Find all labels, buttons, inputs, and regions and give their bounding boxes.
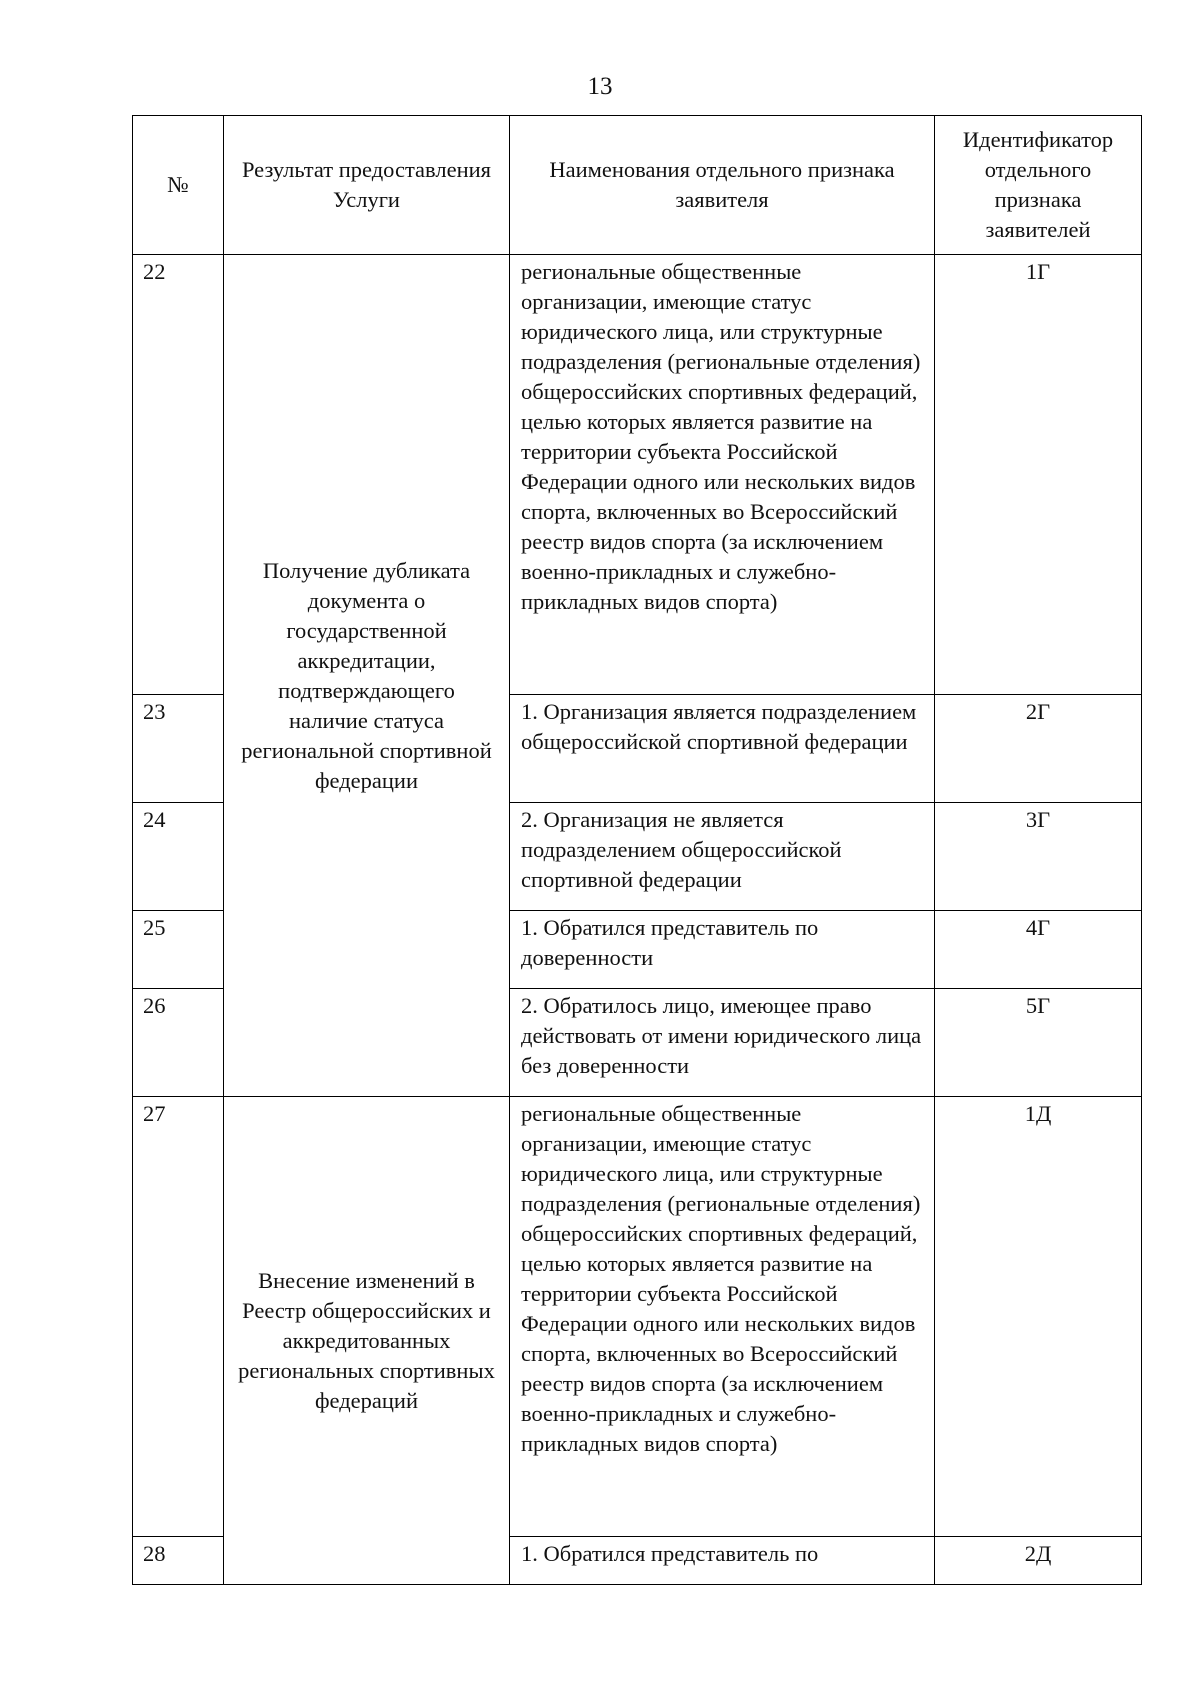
header-ident: Идентификатор отдельного признака заявителей	[935, 116, 1142, 255]
feature-ident: 1Д	[935, 1097, 1142, 1537]
applicant-features-table	[132, 115, 1142, 1585]
row-num: 27	[133, 1097, 224, 1537]
feature-name: региональные общественные организации, имеющие статус юридического лица, или структурные подразделения (региональные отделения) общероссийских спортивных федераций, целью которых является развитие на территории субъекта Российской Федерации одного или нескольких видов спорта, включенных во Всероссийский реестр видов спорта (за исключением военно-прикладных и служебно-прикладных видов спорта)	[510, 255, 935, 695]
row-num: 23	[133, 695, 224, 803]
row-num: 22	[133, 255, 224, 695]
table-row	[133, 255, 1142, 695]
row-num: 25	[133, 911, 224, 989]
feature-ident: 2Д	[935, 1537, 1142, 1585]
feature-ident: 4Г	[935, 911, 1142, 989]
result-cell: Внесение изменений в Реестр общероссийских и аккредитованных региональных спортивных федераций	[224, 1097, 510, 1585]
table-row	[133, 1097, 1142, 1537]
header-result: Результат предоставления Услуги	[224, 116, 510, 255]
feature-name: 2. Обратилось лицо, имеющее право действовать от имени юридического лица без доверенности	[510, 989, 935, 1097]
feature-name: 1. Обратился представитель по доверенности	[510, 911, 935, 989]
page-number: 13	[587, 73, 613, 100]
row-num: 24	[133, 803, 224, 911]
feature-ident: 1Г	[935, 255, 1142, 695]
feature-name: 1. Обратился представитель по	[510, 1537, 935, 1585]
feature-ident: 2Г	[935, 695, 1142, 803]
header-name: Наименования отдельного признака заявителя	[510, 116, 935, 255]
table-header-row	[133, 116, 1142, 255]
header-num: №	[133, 116, 224, 255]
result-cell: Получение дубликата документа о государственной аккредитации, подтверждающего наличие статуса региональной спортивной федерации	[224, 255, 510, 1097]
feature-name: региональные общественные организации, имеющие статус юридического лица, или структурные подразделения (региональные отделения) общероссийских спортивных федераций, целью которых является развитие на территории субъекта Российской Федерации одного или нескольких видов спорта, включенных во Всероссийский реестр видов спорта (за исключением военно-прикладных и служебно-прикладных видов спорта)	[510, 1097, 935, 1537]
feature-name: 1. Организация является подразделением общероссийской спортивной федерации	[510, 695, 935, 803]
feature-ident: 3Г	[935, 803, 1142, 911]
feature-name: 2. Организация не является подразделением общероссийской спортивной федерации	[510, 803, 935, 911]
row-num: 26	[133, 989, 224, 1097]
feature-ident: 5Г	[935, 989, 1142, 1097]
row-num: 28	[133, 1537, 224, 1585]
